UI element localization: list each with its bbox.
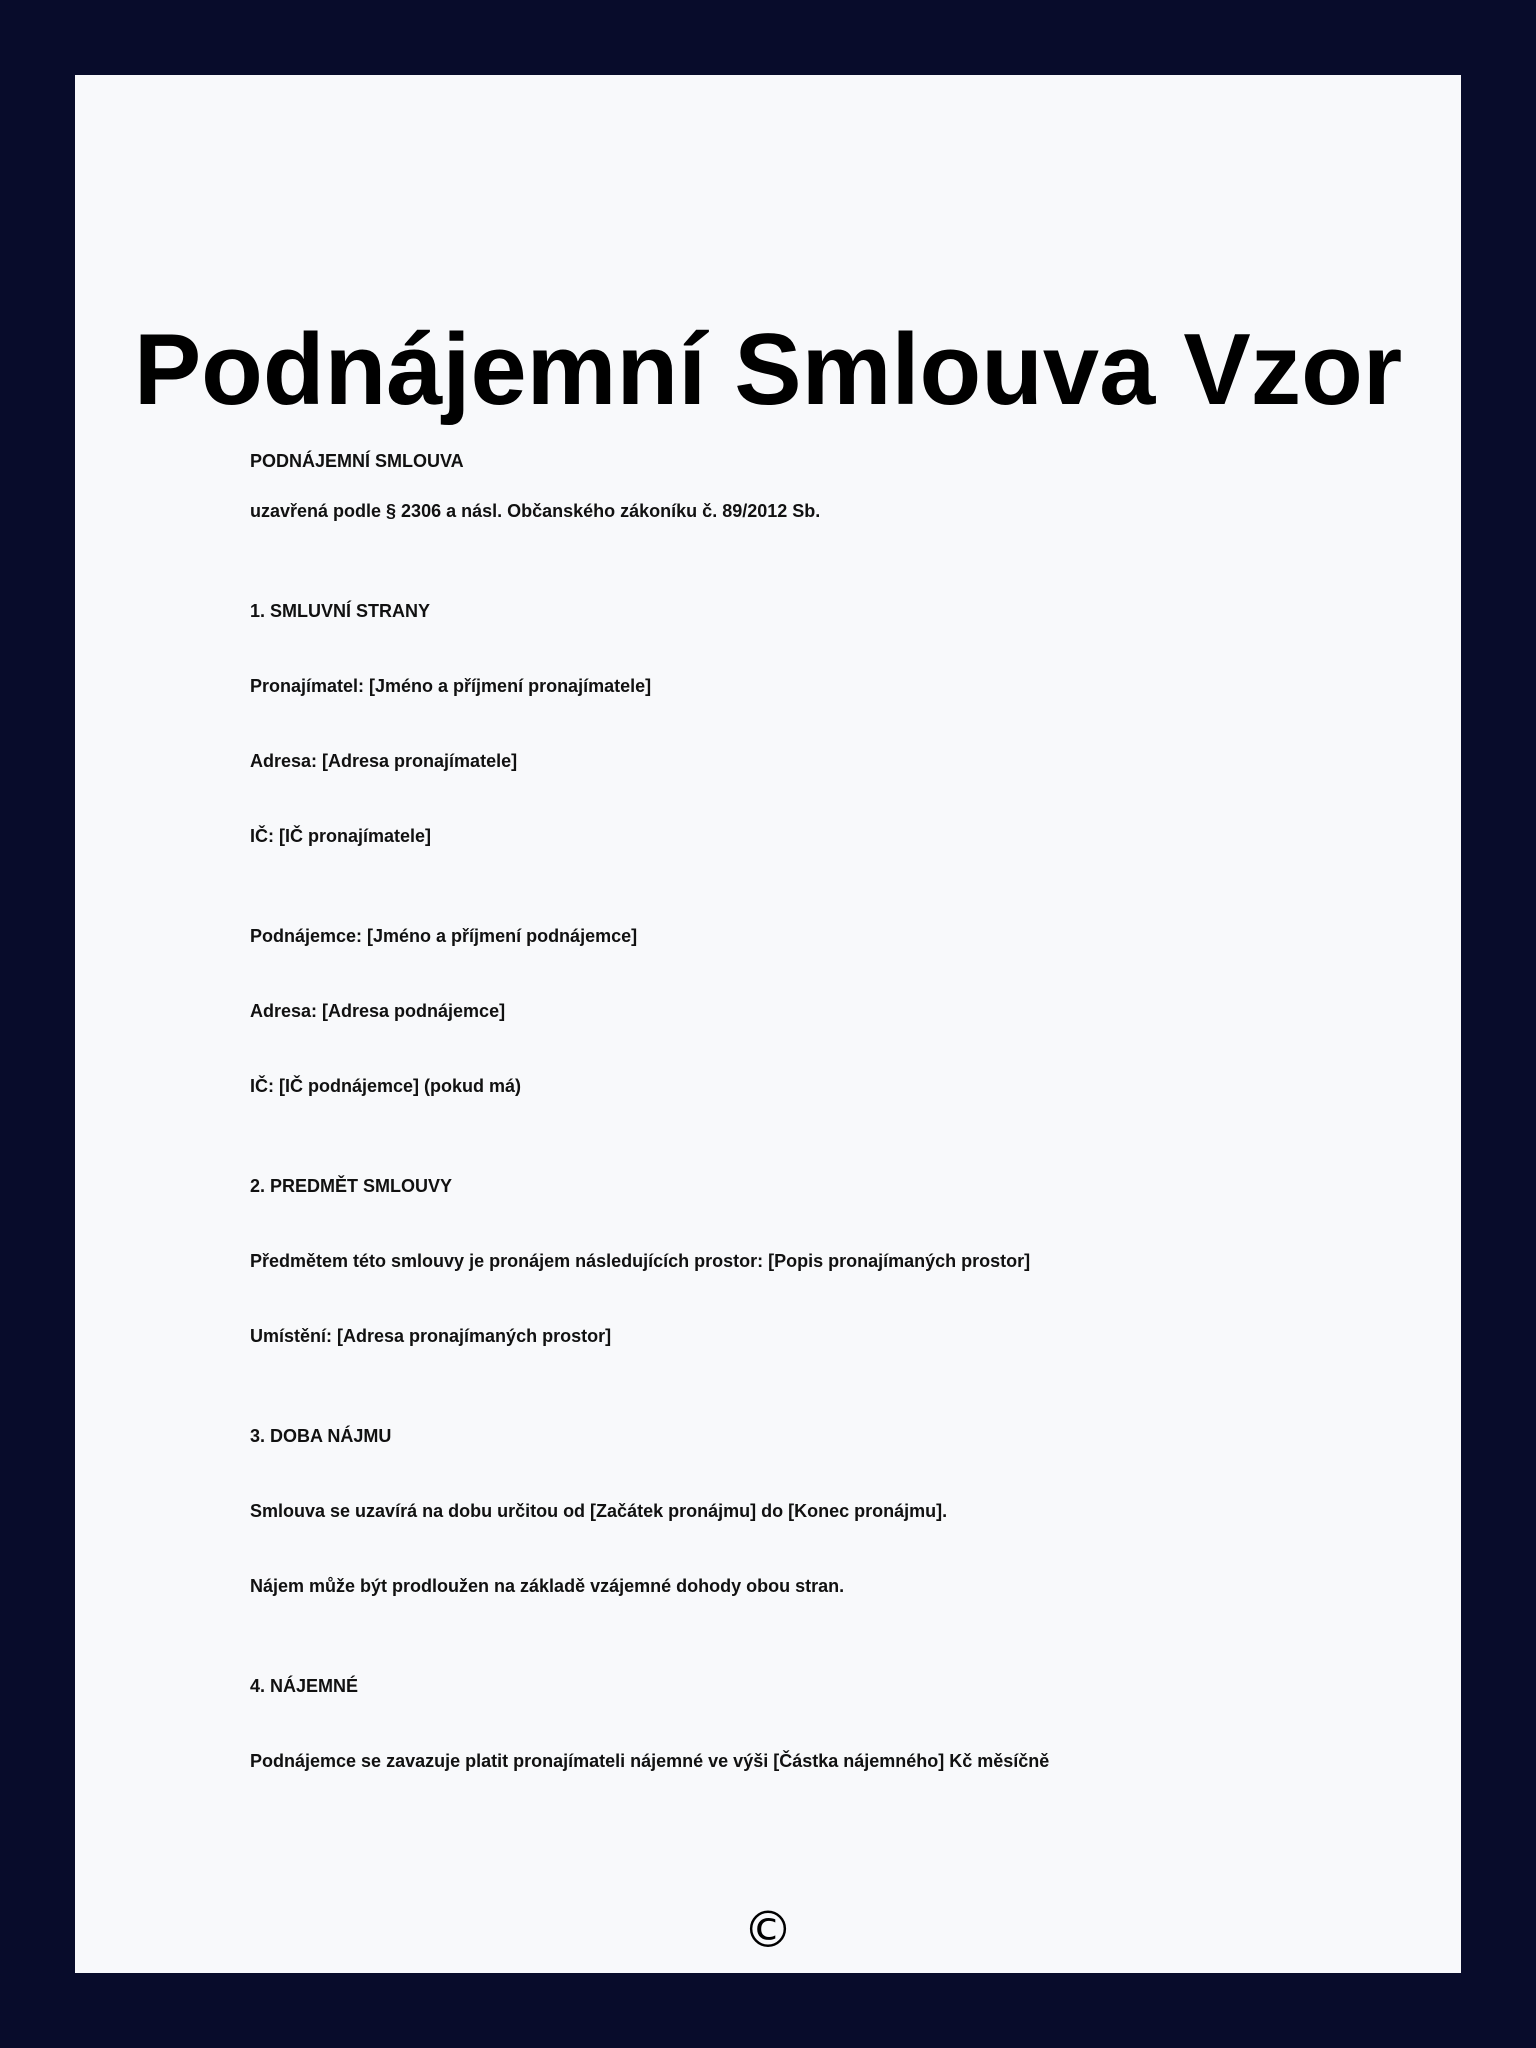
section-heading-term: 3. DOBA NÁJMU [250, 1426, 392, 1446]
section-heading-subject: 2. PREDMĚT SMLOUVY [250, 1176, 453, 1196]
term-extension-line: Nájem může být prodloužen na základě vzájemné dohody obou stran. [250, 1576, 845, 1596]
copyright-icon: © [743, 1901, 793, 1959]
contract-heading: PODNÁJEMNÍ SMLOUVA [250, 451, 464, 471]
landlord-name-line: Pronajímatel: [Jméno a příjmení pronajímatele] [250, 676, 652, 696]
subtenant-address-line: Adresa: [Adresa podnájemce] [250, 1001, 506, 1021]
section-heading-parties: 1. SMLUVNÍ STRANY [250, 601, 431, 621]
subject-description-line: Předmětem této smlouvy je pronájem následujících prostor: [Popis pronajímaných prostor] [250, 1251, 1031, 1271]
subtenant-name-line: Podnájemce: [Jméno a příjmení podnájemce] [250, 926, 638, 946]
landlord-id-line: IČ: [IČ pronajímatele] [250, 826, 432, 846]
section-heading-rent: 4. NÁJEMNÉ [250, 1676, 359, 1696]
subtenant-id-line: IČ: [IČ podnájemce] (pokud má) [250, 1076, 522, 1096]
document-page [75, 75, 1461, 1973]
subject-location-line: Umístění: [Adresa pronajímaných prostor] [250, 1326, 612, 1346]
rent-amount-line: Podnájemce se zavazuje platit pronajímateli nájemné ve výši [Částka nájemného] Kč měsíčně [250, 1751, 1050, 1771]
contract-subheading: uzavřená podle § 2306 a násl. Občanského zákoníku č. 89/2012 Sb. [250, 501, 821, 521]
document-title: Podnájemní Smlouva Vzor [133, 314, 1403, 426]
landlord-address-line: Adresa: [Adresa pronajímatele] [250, 751, 518, 771]
term-period-line: Smlouva se uzavírá na dobu určitou od [Začátek pronájmu] do [Konec pronájmu]. [250, 1501, 948, 1521]
